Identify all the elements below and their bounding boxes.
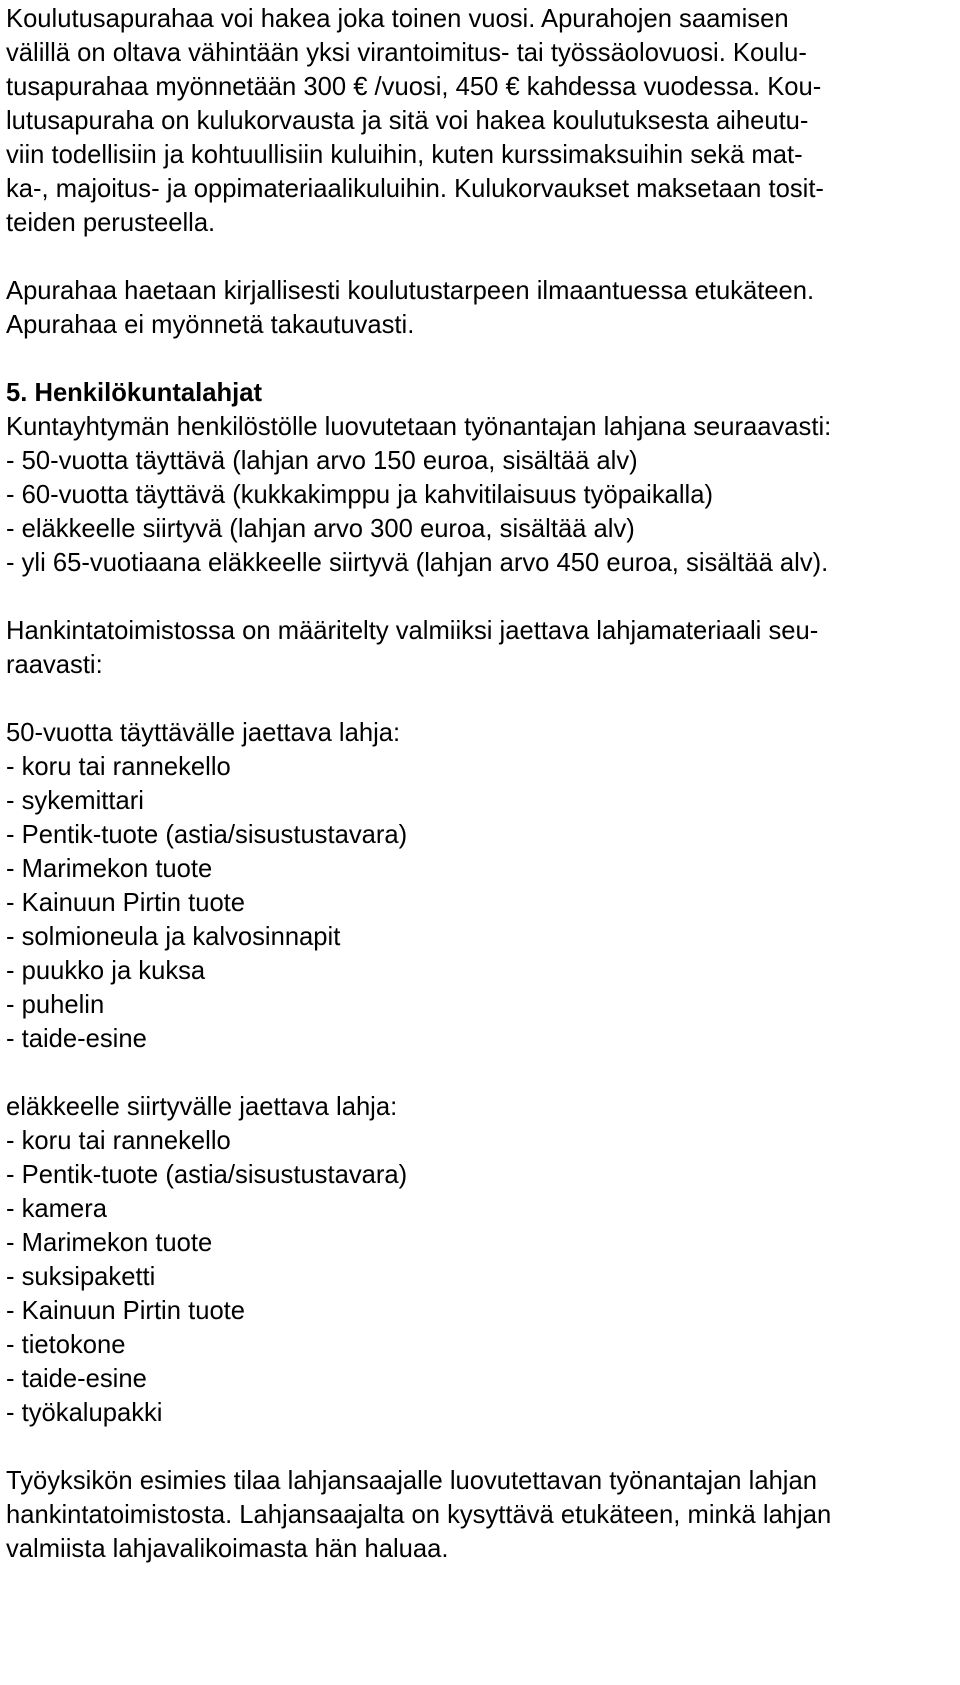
list-item: - koru tai rannekello xyxy=(6,1127,231,1155)
intro-line: tusapurahaa myönnetään 300 € /vuosi, 450 € kahdessa vuodessa. Kou- xyxy=(6,73,822,101)
list-item: - kamera xyxy=(6,1195,107,1223)
intro-paragraph xyxy=(6,2,960,240)
closing-line: valmiista lahjavalikoimasta hän haluaa. xyxy=(6,1535,449,1563)
application-paragraph xyxy=(6,274,960,342)
application-line: Apurahaa ei myönnetä takautuvasti. xyxy=(6,311,415,339)
application-line: Apurahaa haetaan kirjallisesti koulutustarpeen ilmaantuessa etukäteen. xyxy=(6,277,815,305)
list-item: - taide-esine xyxy=(6,1025,147,1053)
paragraph-spacer xyxy=(6,1430,960,1464)
list-item: - koru tai rannekello xyxy=(6,753,231,781)
list-item: - suksipaketti xyxy=(6,1263,156,1291)
gifts-section xyxy=(6,376,960,580)
section-heading: 5. Henkilökuntalahjat xyxy=(6,379,262,407)
list-item: - solmioneula ja kalvosinnapit xyxy=(6,923,341,951)
list-item: - sykemittari xyxy=(6,787,144,815)
procurement-line: raavasti: xyxy=(6,651,103,679)
list-item: - Marimekon tuote xyxy=(6,855,213,883)
list-item: - Pentik-tuote (astia/sisustustavara) xyxy=(6,821,408,849)
intro-line: ka-, majoitus- ja oppimateriaalikuluihin. Kulukorvaukset maksetaan tosit- xyxy=(6,175,824,203)
gifts-line: - 60-vuotta täyttävä (kukkakimppu ja kahvitilaisuus työpaikalla) xyxy=(6,481,714,509)
list-item: - työkalupakki xyxy=(6,1399,163,1427)
list-item: - tietokone xyxy=(6,1331,126,1359)
list-item: - puhelin xyxy=(6,991,105,1019)
list-title: eläkkeelle siirtyvälle jaettava lahja: xyxy=(6,1093,398,1121)
gifts-line: Kuntayhtymän henkilöstölle luovutetaan työnantajan lahjana seuraavasti: xyxy=(6,413,832,441)
paragraph-spacer xyxy=(6,682,960,716)
closing-line: hankintatoimistosta. Lahjansaajalta on kysyttävä etukäteen, minkä lahjan xyxy=(6,1501,832,1529)
list-item: - taide-esine xyxy=(6,1365,147,1393)
paragraph-spacer xyxy=(6,580,960,614)
list-item: - Marimekon tuote xyxy=(6,1229,213,1257)
paragraph-spacer xyxy=(6,342,960,376)
intro-line: Koulutusapurahaa voi hakea joka toinen vuosi. Apurahojen saamisen xyxy=(6,5,789,33)
gift-list-50 xyxy=(6,716,960,1056)
list-item: - Kainuun Pirtin tuote xyxy=(6,889,246,917)
intro-line: lutusapuraha on kulukorvausta ja sitä voi hakea koulutuksesta aiheutu- xyxy=(6,107,809,135)
gift-list-retirement xyxy=(6,1090,960,1430)
paragraph-spacer xyxy=(6,240,960,274)
list-title: 50-vuotta täyttävälle jaettava lahja: xyxy=(6,719,401,747)
closing-paragraph xyxy=(6,1464,960,1566)
gifts-line: - eläkkeelle siirtyvä (lahjan arvo 300 euroa, sisältää alv) xyxy=(6,515,635,543)
list-item: - Pentik-tuote (astia/sisustustavara) xyxy=(6,1161,408,1189)
list-item: - Kainuun Pirtin tuote xyxy=(6,1297,246,1325)
list-item: - puukko ja kuksa xyxy=(6,957,206,985)
closing-line: Työyksikön esimies tilaa lahjansaajalle luovutettavan työnantajan lahjan xyxy=(6,1467,817,1495)
procurement-line: Hankintatoimistossa on määritelty valmiiksi jaettava lahjamateriaali seu- xyxy=(6,617,819,645)
intro-line: teiden perusteella. xyxy=(6,209,216,237)
intro-line: välillä on oltava vähintään yksi virantoimitus- tai työssäolovuosi. Koulu- xyxy=(6,39,807,67)
procurement-paragraph xyxy=(6,614,960,682)
gifts-line: - yli 65-vuotiaana eläkkeelle siirtyvä (lahjan arvo 450 euroa, sisältää alv). xyxy=(6,549,829,577)
paragraph-spacer xyxy=(6,1056,960,1090)
intro-line: viin todellisiin ja kohtuullisiin kuluihin, kuten kurssimaksuihin sekä mat- xyxy=(6,141,803,169)
gifts-line: - 50-vuotta täyttävä (lahjan arvo 150 euroa, sisältää alv) xyxy=(6,447,638,475)
